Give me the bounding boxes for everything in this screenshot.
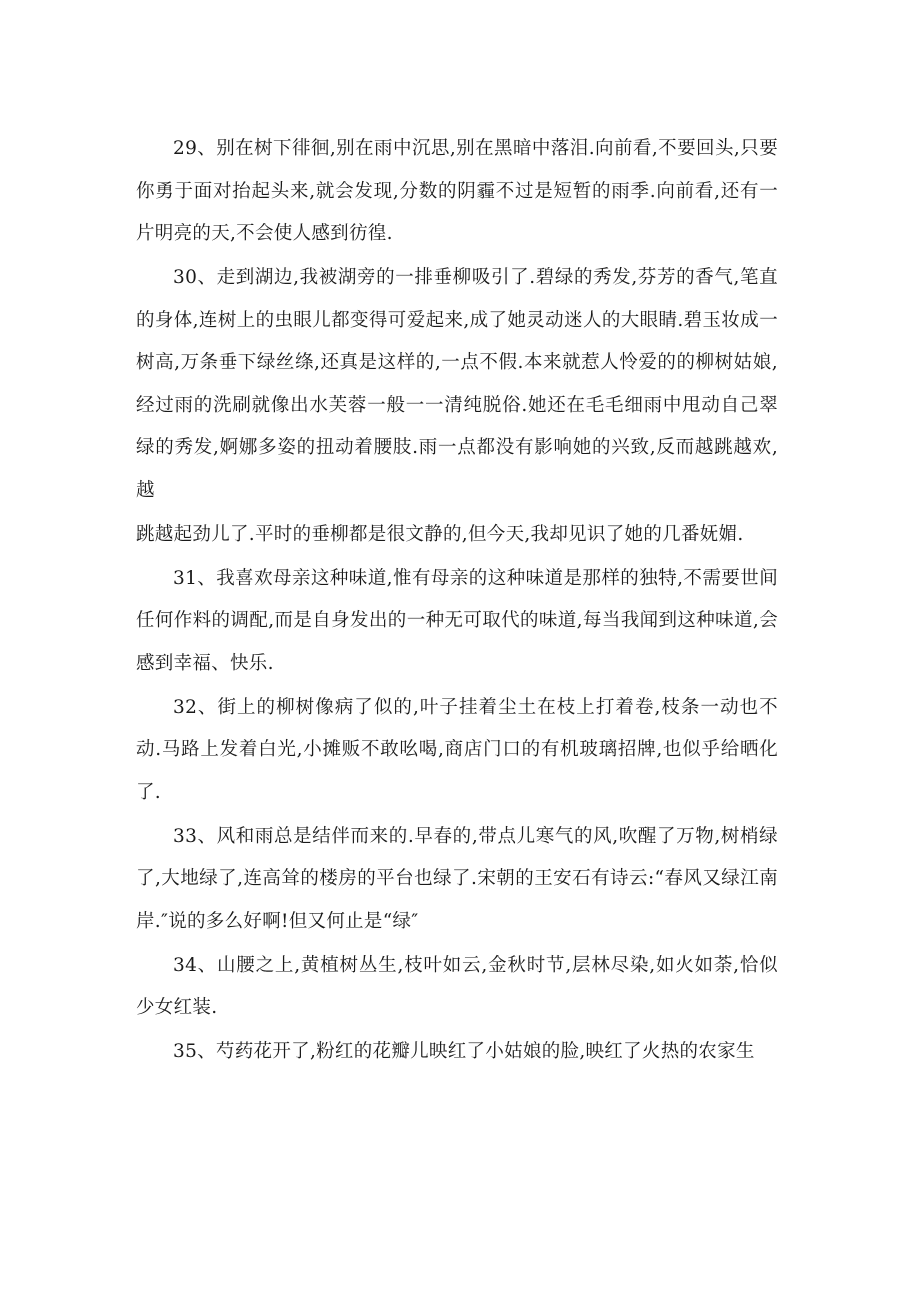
paragraph-32: 32、街上的柳树像病了似的,叶子挂着尘土在枝上打着卷,枝条一动也不动.马路上发着白光,小摊贩不敢吆喝,商店门口的有机玻璃招牌,也似乎给晒化了. [136,696,778,803]
document-body [136,128,778,1074]
paragraph-33: 33、风和雨总是结伴而来的.早春的,带点儿寒气的风,吹醒了万物,树梢绿了,大地绿了,连高耸的楼房的平台也绿了.宋朝的王安石有诗云:“春风又绿江南岸.″说的多么好啊!但又何止是“绿″ [136,825,778,932]
paragraph-34: 34、山腰之上,黄植树丛生,枝叶如云,金秋时节,层林尽染,如火如荼,恰似少女红装. [136,954,778,1018]
paragraph-35: 35、芍药花开了,粉红的花瓣儿映红了小姑娘的脸,映红了火热的农家生 [173,1041,755,1062]
paragraph-31: 31、我喜欢母亲这种味道,惟有母亲的这种味道是那样的独特,不需要世间任何作料的调配,而是自身发出的一种无可取代的味道,每当我闻到这种味道,会感到幸福、快乐. [136,567,778,674]
paragraph-30-continuation: 跳越起劲儿了.平时的垂柳都是很文静的,但今天,我却见识了她的几番妩媚. [136,523,744,545]
paragraph-29: 29、别在树下徘徊,别在雨中沉思,别在黑暗中落泪.向前看,不要回头,只要你勇于面对抬起头来,就会发现,分数的阴霾不过是短暂的雨季.向前看,还有一片明亮的天,不会使人感到彷徨. [136,138,778,244]
paragraph-30: 30、走到湖边,我被湖旁的一排垂柳吸引了.碧绿的秀发,芬芳的香气,笔直的身体,连树上的虫眼儿都变得可爱起来,成了她灵动迷人的大眼睛.碧玉妆成一树高,万条垂下绿丝绦,还真是这样的,一点不假.本来就惹人怜爱的的柳树姑娘,经过雨的洗刷就像出水芙蓉一般一一清纯脱俗.她还在毛毛细雨中甩动自己翠绿的秀发,婀娜多姿的扭动着腰肢.雨一点都没有影响她的兴致,反而越跳越欢,越 [136,267,778,501]
